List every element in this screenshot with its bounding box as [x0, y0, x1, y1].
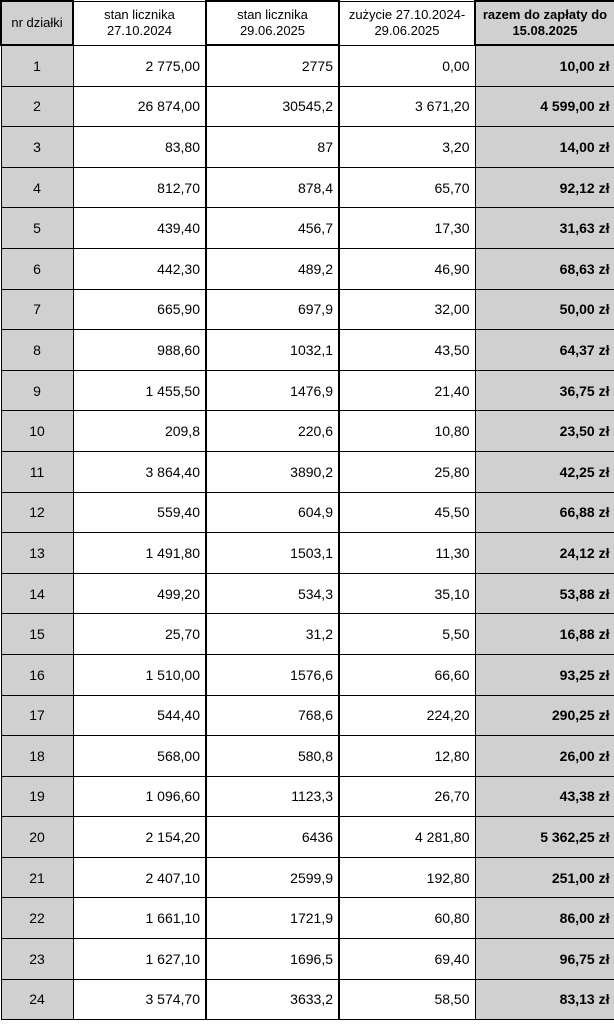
reading-2025-cell: 456,7	[206, 208, 339, 249]
amount-due-cell: 23,50 zł	[475, 411, 614, 452]
plot-number-cell: 13	[1, 533, 73, 574]
table-row	[1, 248, 614, 289]
reading-2024-cell: 439,40	[73, 208, 206, 249]
reading-2024-cell: 1 096,60	[73, 776, 206, 817]
plot-number-cell: 9	[1, 370, 73, 411]
consumption-cell: 4 281,80	[339, 817, 475, 858]
amount-due-cell: 31,63 zł	[475, 208, 614, 249]
plot-number-cell: 3	[1, 127, 73, 168]
reading-2024-cell: 2 775,00	[73, 45, 206, 86]
reading-2024-cell: 1 491,80	[73, 533, 206, 574]
consumption-cell: 26,70	[339, 776, 475, 817]
table-row	[1, 573, 614, 614]
plot-number-cell: 7	[1, 289, 73, 330]
header-amount-due: razem do zapłaty do 15.08.2025	[475, 1, 614, 45]
amount-due-cell: 290,25 zł	[475, 695, 614, 736]
reading-2025-cell: 1032,1	[206, 330, 339, 371]
consumption-cell: 17,30	[339, 208, 475, 249]
amount-due-cell: 92,12 zł	[475, 167, 614, 208]
amount-due-cell: 10,00 zł	[475, 45, 614, 86]
plot-number-cell: 16	[1, 654, 73, 695]
reading-2024-cell: 544,40	[73, 695, 206, 736]
plot-number-cell: 21	[1, 857, 73, 898]
reading-2024-cell: 568,00	[73, 736, 206, 777]
table-row	[1, 330, 614, 371]
reading-2025-cell: 220,6	[206, 411, 339, 452]
plot-number-cell: 17	[1, 695, 73, 736]
table-row	[1, 370, 614, 411]
amount-due-cell: 5 362,25 zł	[475, 817, 614, 858]
header-reading-2025: stan licznika 29.06.2025	[206, 1, 339, 45]
amount-due-cell: 43,38 zł	[475, 776, 614, 817]
amount-due-cell: 24,12 zł	[475, 533, 614, 574]
consumption-cell: 12,80	[339, 736, 475, 777]
header-plot-number: nr działki	[1, 1, 73, 45]
reading-2025-cell: 489,2	[206, 248, 339, 289]
plot-number-cell: 12	[1, 492, 73, 533]
amount-due-cell: 36,75 zł	[475, 370, 614, 411]
amount-due-cell: 42,25 zł	[475, 451, 614, 492]
reading-2025-cell: 604,9	[206, 492, 339, 533]
consumption-cell: 21,40	[339, 370, 475, 411]
consumption-cell: 0,00	[339, 45, 475, 86]
plot-number-cell: 2	[1, 86, 73, 127]
reading-2025-cell: 1123,3	[206, 776, 339, 817]
plot-number-cell: 23	[1, 939, 73, 980]
consumption-cell: 46,90	[339, 248, 475, 289]
consumption-cell: 65,70	[339, 167, 475, 208]
reading-2024-cell: 2 154,20	[73, 817, 206, 858]
plot-number-cell: 10	[1, 411, 73, 452]
table-row	[1, 289, 614, 330]
consumption-cell: 66,60	[339, 654, 475, 695]
consumption-cell: 69,40	[339, 939, 475, 980]
reading-2024-cell: 1 455,50	[73, 370, 206, 411]
reading-2025-cell: 1696,5	[206, 939, 339, 980]
plot-number-cell: 1	[1, 45, 73, 86]
reading-2024-cell: 499,20	[73, 573, 206, 614]
plot-number-cell: 18	[1, 736, 73, 777]
table-row	[1, 451, 614, 492]
reading-2025-cell: 1476,9	[206, 370, 339, 411]
reading-2025-cell: 697,9	[206, 289, 339, 330]
reading-2025-cell: 1576,6	[206, 654, 339, 695]
amount-due-cell: 4 599,00 zł	[475, 86, 614, 127]
reading-2024-cell: 812,70	[73, 167, 206, 208]
plot-number-cell: 11	[1, 451, 73, 492]
amount-due-cell: 26,00 zł	[475, 736, 614, 777]
consumption-cell: 192,80	[339, 857, 475, 898]
table-header	[1, 1, 614, 45]
consumption-cell: 3 671,20	[339, 86, 475, 127]
table-row	[1, 492, 614, 533]
consumption-cell: 5,50	[339, 614, 475, 655]
reading-2025-cell: 878,4	[206, 167, 339, 208]
plot-number-cell: 22	[1, 898, 73, 939]
amount-due-cell: 86,00 zł	[475, 898, 614, 939]
reading-2025-cell: 3890,2	[206, 451, 339, 492]
table-row	[1, 654, 614, 695]
plot-number-cell: 15	[1, 614, 73, 655]
plot-number-cell: 20	[1, 817, 73, 858]
reading-2025-cell: 31,2	[206, 614, 339, 655]
header-reading-2024: stan licznika 27.10.2024	[73, 1, 206, 45]
reading-2024-cell: 83,80	[73, 127, 206, 168]
table-row	[1, 533, 614, 574]
table-row	[1, 614, 614, 655]
table-row	[1, 776, 614, 817]
amount-due-cell: 96,75 zł	[475, 939, 614, 980]
table-row	[1, 857, 614, 898]
reading-2024-cell: 1 661,10	[73, 898, 206, 939]
reading-2025-cell: 2599,9	[206, 857, 339, 898]
table-row	[1, 127, 614, 168]
reading-2024-cell: 25,70	[73, 614, 206, 655]
reading-2025-cell: 2775	[206, 45, 339, 86]
reading-2025-cell: 534,3	[206, 573, 339, 614]
amount-due-cell: 68,63 zł	[475, 248, 614, 289]
plot-number-cell: 24	[1, 979, 73, 1020]
reading-2024-cell: 3 864,40	[73, 451, 206, 492]
table-body	[1, 45, 614, 1020]
table-row	[1, 411, 614, 452]
reading-2024-cell: 26 874,00	[73, 86, 206, 127]
amount-due-cell: 66,88 zł	[475, 492, 614, 533]
plot-number-cell: 8	[1, 330, 73, 371]
consumption-cell: 35,10	[339, 573, 475, 614]
plot-number-cell: 14	[1, 573, 73, 614]
amount-due-cell: 83,13 zł	[475, 979, 614, 1020]
amount-due-cell: 14,00 zł	[475, 127, 614, 168]
table-row	[1, 898, 614, 939]
consumption-cell: 45,50	[339, 492, 475, 533]
reading-2025-cell: 3633,2	[206, 979, 339, 1020]
reading-2024-cell: 3 574,70	[73, 979, 206, 1020]
reading-2025-cell: 1721,9	[206, 898, 339, 939]
consumption-cell: 11,30	[339, 533, 475, 574]
amount-due-cell: 16,88 zł	[475, 614, 614, 655]
amount-due-cell: 93,25 zł	[475, 654, 614, 695]
consumption-cell: 58,50	[339, 979, 475, 1020]
reading-2025-cell: 6436	[206, 817, 339, 858]
consumption-cell: 32,00	[339, 289, 475, 330]
table-row	[1, 939, 614, 980]
reading-2024-cell: 988,60	[73, 330, 206, 371]
table-row	[1, 736, 614, 777]
reading-2024-cell: 209,8	[73, 411, 206, 452]
table-row	[1, 817, 614, 858]
reading-2024-cell: 1 627,10	[73, 939, 206, 980]
header-row	[1, 1, 614, 45]
consumption-cell: 224,20	[339, 695, 475, 736]
plot-number-cell: 5	[1, 208, 73, 249]
header-consumption: zużycie 27.10.2024-29.06.2025	[339, 1, 475, 45]
consumption-cell: 43,50	[339, 330, 475, 371]
reading-2024-cell: 1 510,00	[73, 654, 206, 695]
plot-number-cell: 19	[1, 776, 73, 817]
consumption-cell: 60,80	[339, 898, 475, 939]
reading-2025-cell: 580,8	[206, 736, 339, 777]
amount-due-cell: 50,00 zł	[475, 289, 614, 330]
plot-number-cell: 6	[1, 248, 73, 289]
amount-due-cell: 251,00 zł	[475, 857, 614, 898]
reading-2025-cell: 87	[206, 127, 339, 168]
reading-2025-cell: 1503,1	[206, 533, 339, 574]
reading-2024-cell: 559,40	[73, 492, 206, 533]
amount-due-cell: 64,37 zł	[475, 330, 614, 371]
reading-2024-cell: 2 407,10	[73, 857, 206, 898]
table-row	[1, 45, 614, 86]
plot-number-cell: 4	[1, 167, 73, 208]
reading-2024-cell: 665,90	[73, 289, 206, 330]
consumption-cell: 25,80	[339, 451, 475, 492]
table-row	[1, 167, 614, 208]
reading-2024-cell: 442,30	[73, 248, 206, 289]
table-row	[1, 695, 614, 736]
table-row	[1, 979, 614, 1020]
consumption-cell: 3,20	[339, 127, 475, 168]
table-row	[1, 86, 614, 127]
consumption-cell: 10,80	[339, 411, 475, 452]
table-row	[1, 208, 614, 249]
reading-2025-cell: 768,6	[206, 695, 339, 736]
amount-due-cell: 53,88 zł	[475, 573, 614, 614]
reading-2025-cell: 30545,2	[206, 86, 339, 127]
